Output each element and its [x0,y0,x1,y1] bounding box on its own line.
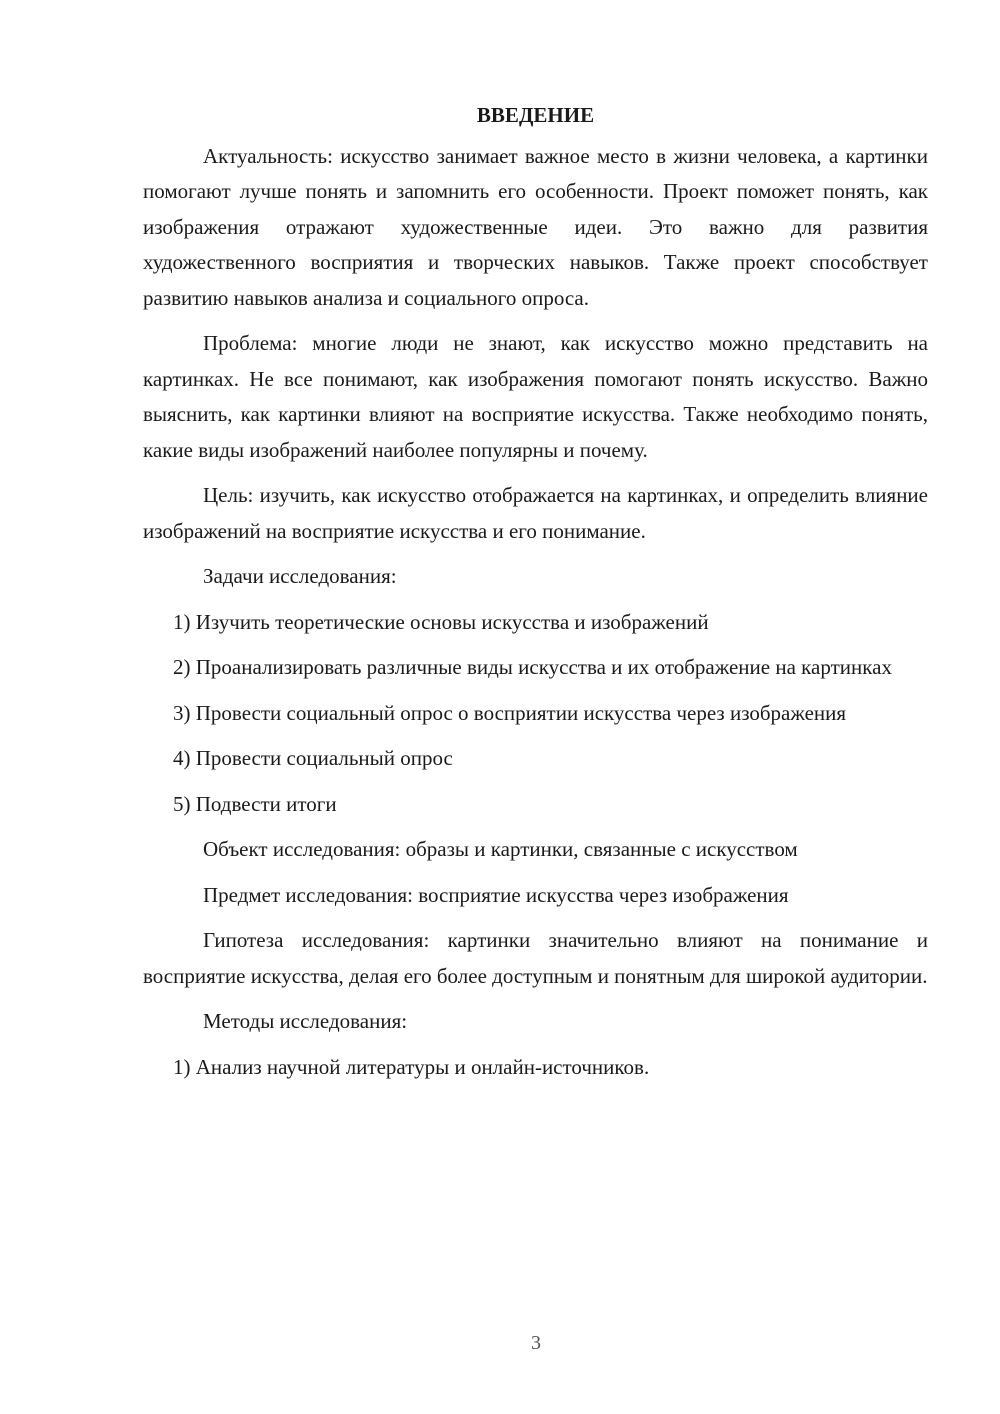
problem-paragraph: Проблема: многие люди не знают, как искусство можно представить на картинках. Не все понимают, как изображения помогают понять искусство. Важно выяснить, как картинки влияют на восприятие искусства. Также необходимо понять, какие виды изображений наиболее популярны и почему. [143,331,928,462]
object-paragraph: Объект исследования: образы и картинки, связанные с искусством [203,837,798,861]
task-item-2: 2) Проанализировать различные виды искусства и их отображение на картинках [173,655,892,679]
section-heading: ВВЕДЕНИЕ [476,103,595,127]
subject-paragraph: Предмет исследования: восприятие искусства через изображения [203,882,789,907]
task-item-3: 3) Провести социальный опрос о восприятии искусства через изображения [173,700,847,725]
task-item-5: 5) Подвести итоги [173,791,337,816]
task-item-1: 1) Изучить теоретические основы искусства и изображений [173,609,709,634]
hypothesis-paragraph: Гипотеза исследования: картинки значительно влияют на понимание и восприятие искусства, делая его более доступным и понятным для широкой аудитории. [143,928,928,988]
goal-paragraph: Цель: изучить, как искусство отображается на картинках, и определить влияние изображений на восприятие искусства и его понимание. [143,483,928,543]
tasks-title: Задачи исследования: [203,564,397,588]
document-page [143,98,928,1095]
task-item-4: 4) Провести социальный опрос [173,746,453,770]
page-number: 3 [531,1332,541,1354]
relevance-paragraph: Актуальность: искусство занимает важное место в жизни человека, а картинки помогают лучше понять и запомнить его особенности. Проект поможет понять, как изображения отражают художественные идеи. Это важно для развития художественного восприятия и творческих навыков. Также проект способствует развитию навыков анализа и социального опроса. [143,143,928,310]
method-item-1: 1) Анализ научной литературы и онлайн-источников. [173,1054,650,1079]
methods-title: Методы исследования: [203,1009,408,1033]
